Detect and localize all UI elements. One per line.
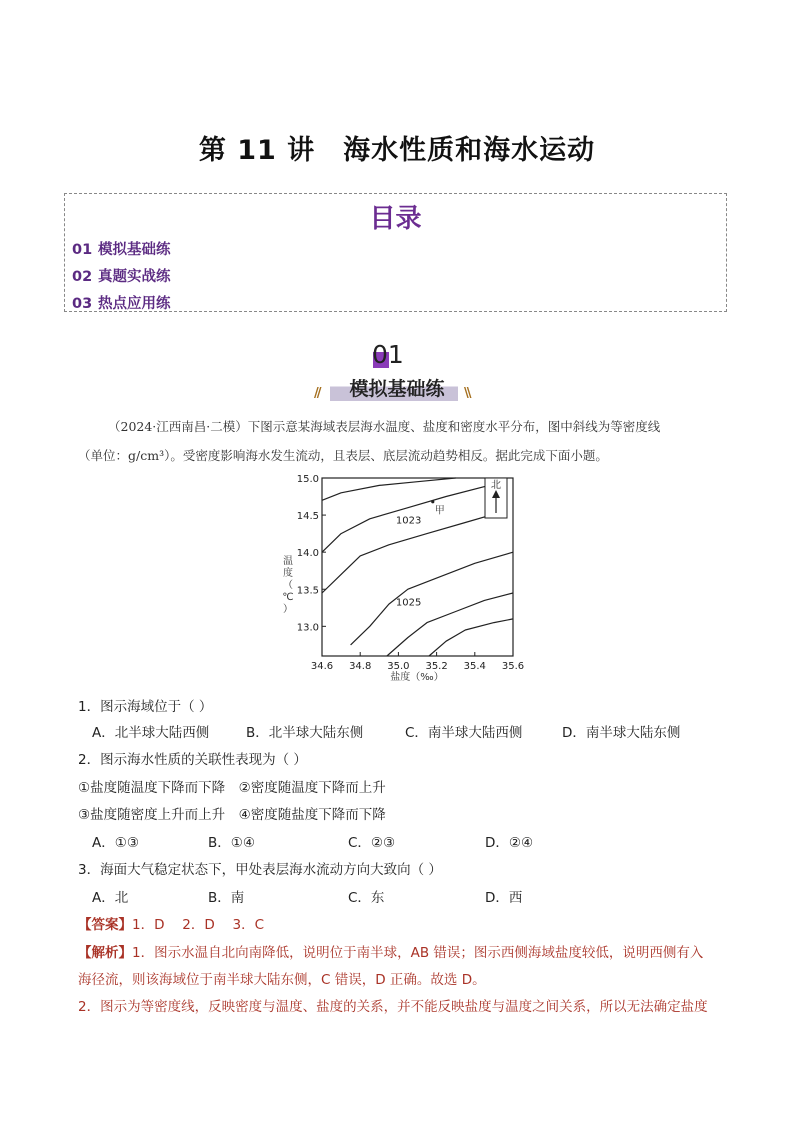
y-tick-label: 14.0	[296, 548, 319, 560]
x-tick-label: 35.0	[387, 661, 410, 672]
q1-option-d[interactable]: D．南半球大陆东侧	[562, 725, 681, 741]
toc-item-label: 热点应用练	[98, 296, 171, 312]
analysis-line-2: 海径流，则该海域位于南半球大陆东侧，C 错误，D 正确。故选 D。	[78, 972, 486, 988]
toc-item-1[interactable]	[72, 238, 171, 259]
svg-text:）: ）	[283, 604, 293, 615]
q3-option-a[interactable]: A．北	[92, 890, 129, 906]
q2-statements-2: ③盐度随密度上升而上升 ④密度随盐度下降而下降	[78, 807, 386, 823]
svg-text:（: （	[283, 580, 293, 591]
toc-heading: 目录	[369, 204, 422, 234]
intro-line-1: （2024·江西南昌·二模）下图示意某海域表层海水温度、盐度和密度水平分布，图中斜线为等密度线	[108, 419, 661, 434]
page-title: 第 11 讲 海水性质和海水运动	[198, 135, 596, 166]
section-right-mark: \\	[464, 386, 470, 401]
toc-item-number: 02	[72, 269, 93, 285]
point-jia-marker	[431, 500, 434, 503]
y-tick-label: 13.0	[296, 622, 319, 634]
y-tick-label: 14.5	[296, 511, 319, 523]
q2-statements-1: ①盐度随温度下降而下降 ②密度随温度下降而上升	[78, 780, 386, 796]
question-2-stem: 2．图示海水性质的关联性表现为（ ）	[78, 752, 307, 768]
density-chart	[276, 470, 525, 690]
x-tick-label: 34.6	[310, 661, 334, 672]
svg-text:温: 温	[283, 556, 293, 567]
answer-label: 【答案】	[78, 917, 132, 933]
toc-item-label: 真题实战练	[98, 269, 171, 285]
isopycnal-line-6	[429, 619, 513, 656]
q2-option-d[interactable]: D．②④	[485, 835, 534, 851]
q1-option-b[interactable]: B．北半球大陆东侧	[246, 725, 364, 741]
x-tick-label: 35.6	[501, 661, 525, 672]
point-jia-label: 甲	[434, 505, 445, 517]
analysis-label: 【解析】	[78, 945, 132, 961]
toc-item-number: 03	[72, 296, 93, 312]
toc-item-number: 01	[72, 242, 93, 258]
answer-line	[78, 913, 264, 933]
table-of-contents	[64, 193, 727, 312]
isopycnal-label-1023: 1023	[395, 515, 422, 527]
isopycnal-line-1	[322, 478, 456, 500]
analysis-line-1	[78, 941, 703, 961]
analysis-text-1: 1．图示水温自北向南降低，说明位于南半球，AB 错误；图示西侧海域盐度较低，说明西侧有入	[132, 945, 704, 961]
x-tick-label: 35.4	[463, 661, 486, 672]
section-left-mark: //	[314, 386, 320, 401]
toc-item-label: 模拟基础练	[98, 242, 171, 258]
y-axis-label	[282, 555, 293, 615]
svg-text:℃: ℃	[282, 592, 294, 603]
q1-option-c[interactable]: C．南半球大陆西侧	[405, 725, 523, 741]
q3-option-d[interactable]: D．西	[485, 890, 523, 906]
y-tick-label: 15.0	[296, 474, 319, 485]
x-tick-label: 34.8	[349, 661, 372, 672]
q3-option-b[interactable]: B．南	[208, 890, 245, 906]
intro-line-2: （单位：g/cm³）。受密度影响海水发生流动，且表层、底层流动趋势相反。据此完成下面小题。	[78, 448, 608, 463]
svg-text:度: 度	[283, 568, 293, 579]
section-label: 模拟基础练	[349, 378, 445, 400]
isopycnal-label-1025: 1025	[395, 597, 422, 609]
toc-item-2[interactable]	[72, 265, 171, 286]
north-label: 北	[491, 480, 501, 491]
toc-item-3[interactable]	[72, 292, 171, 313]
isopycnal-line-4	[351, 552, 513, 645]
question-1-stem: 1．图示海域位于（ ）	[78, 699, 213, 715]
q2-option-a[interactable]: A．①③	[92, 835, 139, 851]
x-tick-label: 35.2	[425, 661, 448, 672]
analysis-line-3: 2．图示为等密度线，反映密度与温度、盐度的关系，并不能反映盐度与温度之间关系，所以无法确定盐度	[78, 999, 708, 1015]
y-tick-label: 13.5	[296, 585, 319, 597]
answer-text: 1．D 2．D 3．C	[132, 917, 265, 933]
section-number: 01	[372, 340, 404, 369]
question-3-stem: 3．海面大气稳定状态下，甲处表层海水流动方向大致向（ ）	[78, 862, 442, 878]
q2-option-c[interactable]: C．②③	[348, 835, 396, 851]
x-axis-label: 盐度（‰）	[390, 672, 444, 683]
q2-option-b[interactable]: B．①④	[208, 835, 255, 851]
q1-option-a[interactable]: A．北半球大陆西侧	[92, 725, 210, 741]
q3-option-c[interactable]: C．东	[348, 890, 385, 906]
